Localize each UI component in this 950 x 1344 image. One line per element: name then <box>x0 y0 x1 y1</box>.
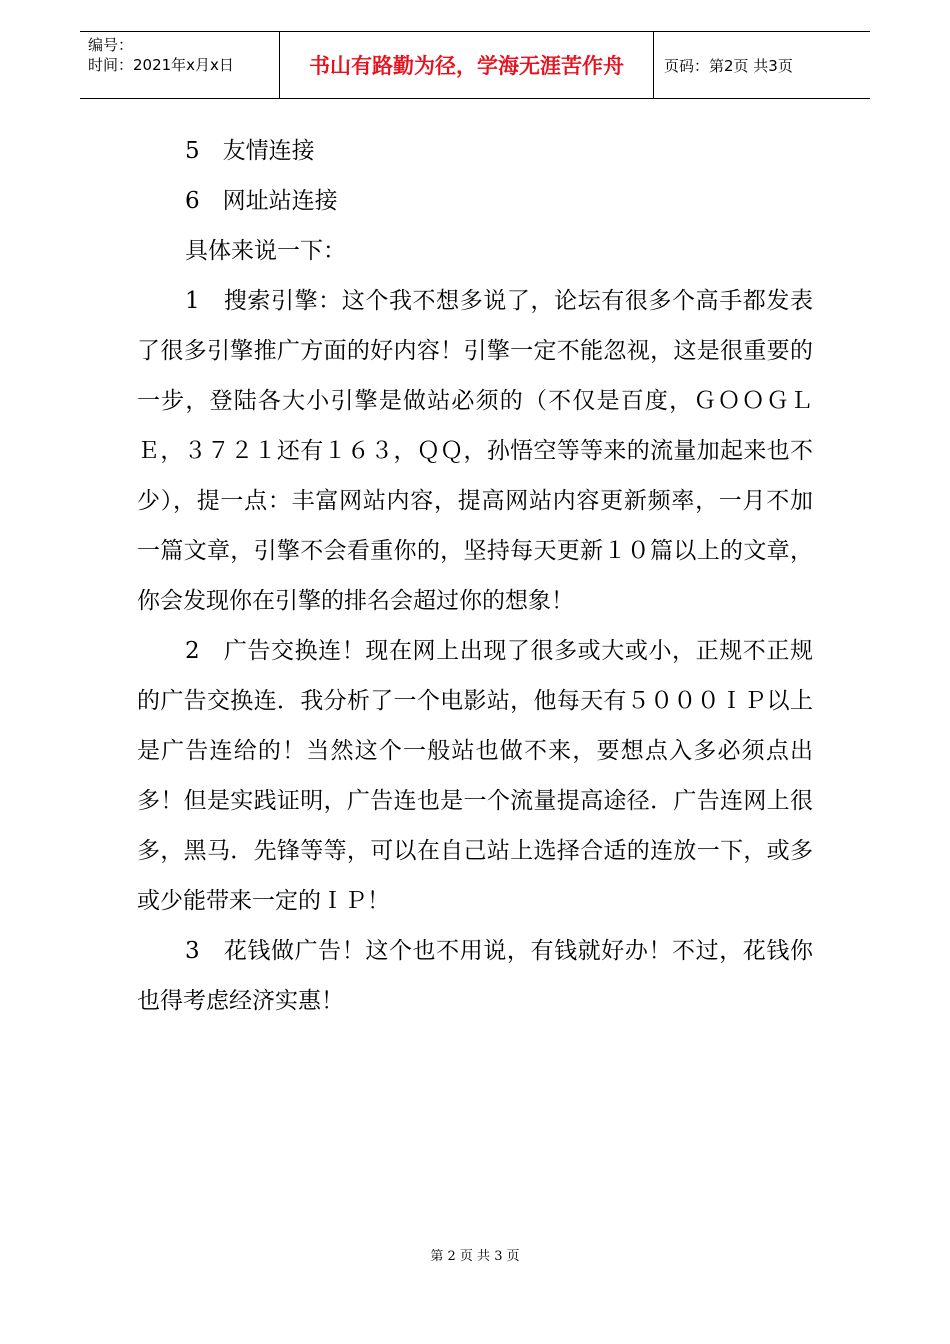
document-body <box>137 126 813 1026</box>
header-meta <box>80 32 280 98</box>
section-intro: 具体来说一下： <box>185 238 346 264</box>
header-motto: 书山有路勤为径，学海无涯苦作舟 <box>280 32 654 98</box>
header-page-info: 页码：第2页 共3页 <box>664 57 793 75</box>
paragraph-ad-exchange: 2 广告交换连！现在网上出现了很多或大或小，正规不正规的广告交换连．我分析了一个电影站，他每天有５０００ＩＰ以上是广告连给的！当然这个一般站也做不来，要想点入多必须点出多！但是实践证明，广告连也是一个流量提高途径．广告连网上很多，黑马．先锋等等，可以在自己站上选择合适的连放一下，或多或少能带来一定的ＩＰ！ <box>137 638 813 914</box>
paragraph-paid-ads: 3 花钱做广告！这个也不用说，有钱就好办！不过，花钱你也得考虑经济实惠！ <box>137 938 813 1014</box>
list-item-friend-links: 5 友情连接 <box>185 138 315 164</box>
list-item-url-site-links: 6 网址站连接 <box>185 188 338 214</box>
serial-label: 编号： <box>88 36 134 54</box>
paragraph-search-engines: 1 搜索引擎：这个我不想多说了，论坛有很多个高手都发表了很多引擎推广方面的好内容！引擎一定不能忽视，这是很重要的一步，登陆各大小引擎是做站必须的（不仅是百度，ＧＯＯＧＬＥ，３７２１还有１６３，ＱＱ，孙悟空等等来的流量加起来也不少），提一点：丰富网站内容，提高网站内容更新频率，一月不加一篇文章，引擎不会看重你的，坚持每天更新１０篇以上的文章，你会发现你在引擎的排名会超过你的想象！ <box>137 288 813 614</box>
page-header <box>80 31 870 99</box>
time-label: 时间：2021年x月x日 <box>88 56 234 74</box>
page-footer: 第 2 页 共 3 页 <box>430 1249 520 1264</box>
